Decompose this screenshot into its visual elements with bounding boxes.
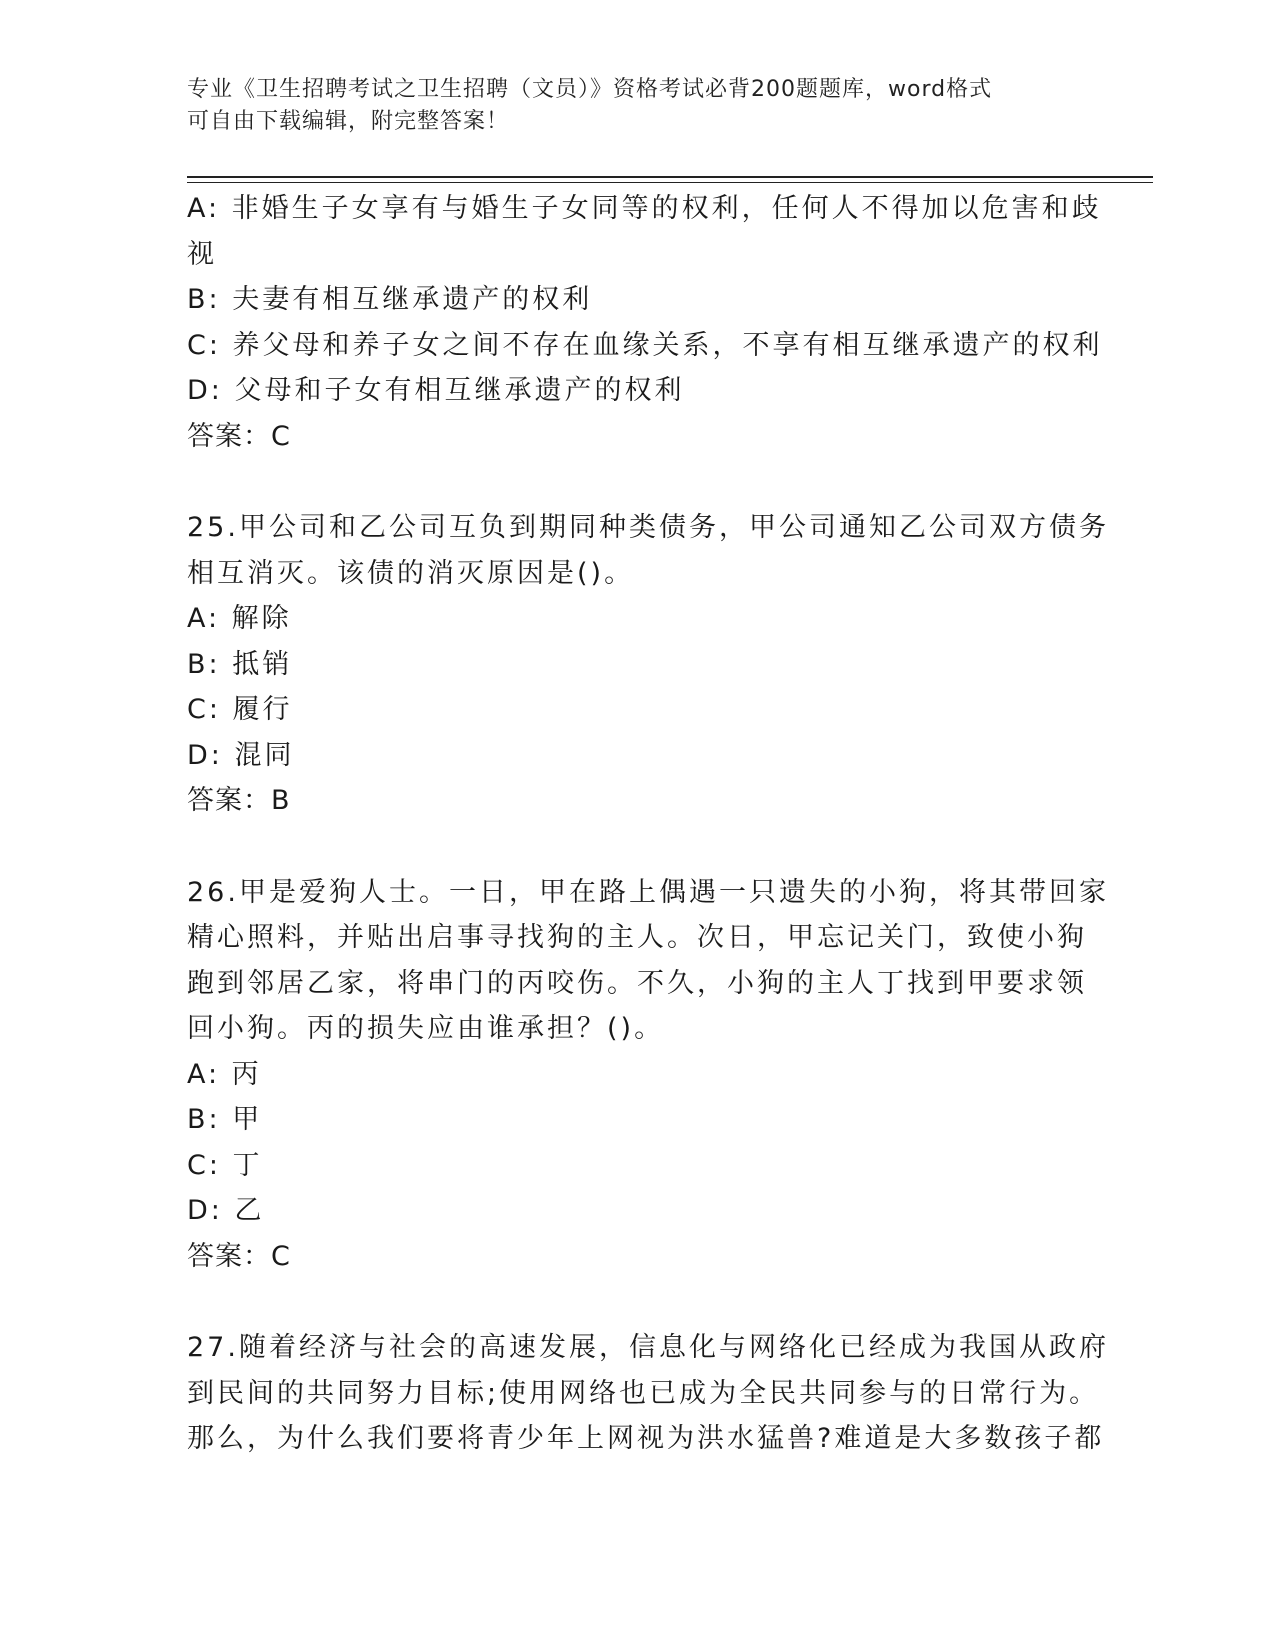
question-stem-line: 那么，为什么我们要将青少年上网视为洪水猛兽?难道是大多数孩子都 xyxy=(187,1423,1105,1454)
option-d: D: 乙 xyxy=(187,1195,265,1226)
option-c: C: 履行 xyxy=(187,694,293,725)
question-stem-line: 精心照料，并贴出启事寻找狗的主人。次日，甲忘记关门，致使小狗 xyxy=(187,922,1087,953)
header-line-1: 专业《卫生招聘考试之卫生招聘（文员）》资格考试必背200题题库，word格式 xyxy=(187,77,993,102)
question-stem-line: 25.甲公司和乙公司互负到期同种类债务，甲公司通知乙公司双方债务 xyxy=(187,512,1109,543)
question-stem-line: 跑到邻居乙家，将串门的丙咬伤。不久，小狗的主人丁找到甲要求领 xyxy=(187,967,1087,999)
document-header xyxy=(187,74,1087,138)
option-d: D: 混同 xyxy=(187,739,295,771)
option-b: B: 抵销 xyxy=(187,648,293,680)
spacer xyxy=(187,1279,1087,1325)
question-stem-line: 26.甲是爱狗人士。一日，甲在路上偶遇一只遗失的小狗，将其带回家 xyxy=(187,876,1109,908)
question-stem-line: 回小狗。丙的损失应由谁承担？()。 xyxy=(187,1013,665,1044)
spacer xyxy=(187,824,1087,870)
question-stem-line: 27.随着经济与社会的高速发展，信息化与网络化已经成为我国从政府 xyxy=(187,1332,1109,1363)
option-c: C: 丁 xyxy=(187,1149,263,1181)
header-line-2: 可自由下载编辑，附完整答案！ xyxy=(187,109,510,134)
answer-line: 答案：C xyxy=(187,1240,291,1272)
question-stem-line: 相互消灭。该债的消灭原因是()。 xyxy=(187,557,635,589)
question-prev xyxy=(187,186,1103,459)
option-a: A: 丙 xyxy=(187,1058,262,1090)
question-stem-line: 到民间的共同努力目标;使用网络也已成为全民共同参与的日常行为。 xyxy=(187,1377,1100,1409)
question-26 xyxy=(187,870,1109,1280)
header-divider-thin xyxy=(187,182,1153,183)
option-c: C: 养父母和养子女之间不存在血缘关系，不享有相互继承遗产的权利 xyxy=(187,329,1103,361)
answer-line: 答案：C xyxy=(187,420,291,452)
option-a-continued: 视 xyxy=(187,238,217,270)
question-27 xyxy=(187,1325,1109,1462)
question-25 xyxy=(187,505,1109,824)
option-d: D: 父母和子女有相互继承遗产的权利 xyxy=(187,375,685,406)
option-b: B: 夫妻有相互继承遗产的权利 xyxy=(187,284,593,315)
answer-line: 答案：B xyxy=(187,785,291,816)
header-divider-thick xyxy=(187,176,1153,178)
option-a: A: 解除 xyxy=(187,603,292,634)
question-content xyxy=(187,186,1109,1462)
spacer xyxy=(187,459,1087,505)
option-b: B: 甲 xyxy=(187,1104,263,1135)
option-a: A: 非婚生子女享有与婚生子女同等的权利，任何人不得加以危害和歧 xyxy=(187,193,1102,224)
